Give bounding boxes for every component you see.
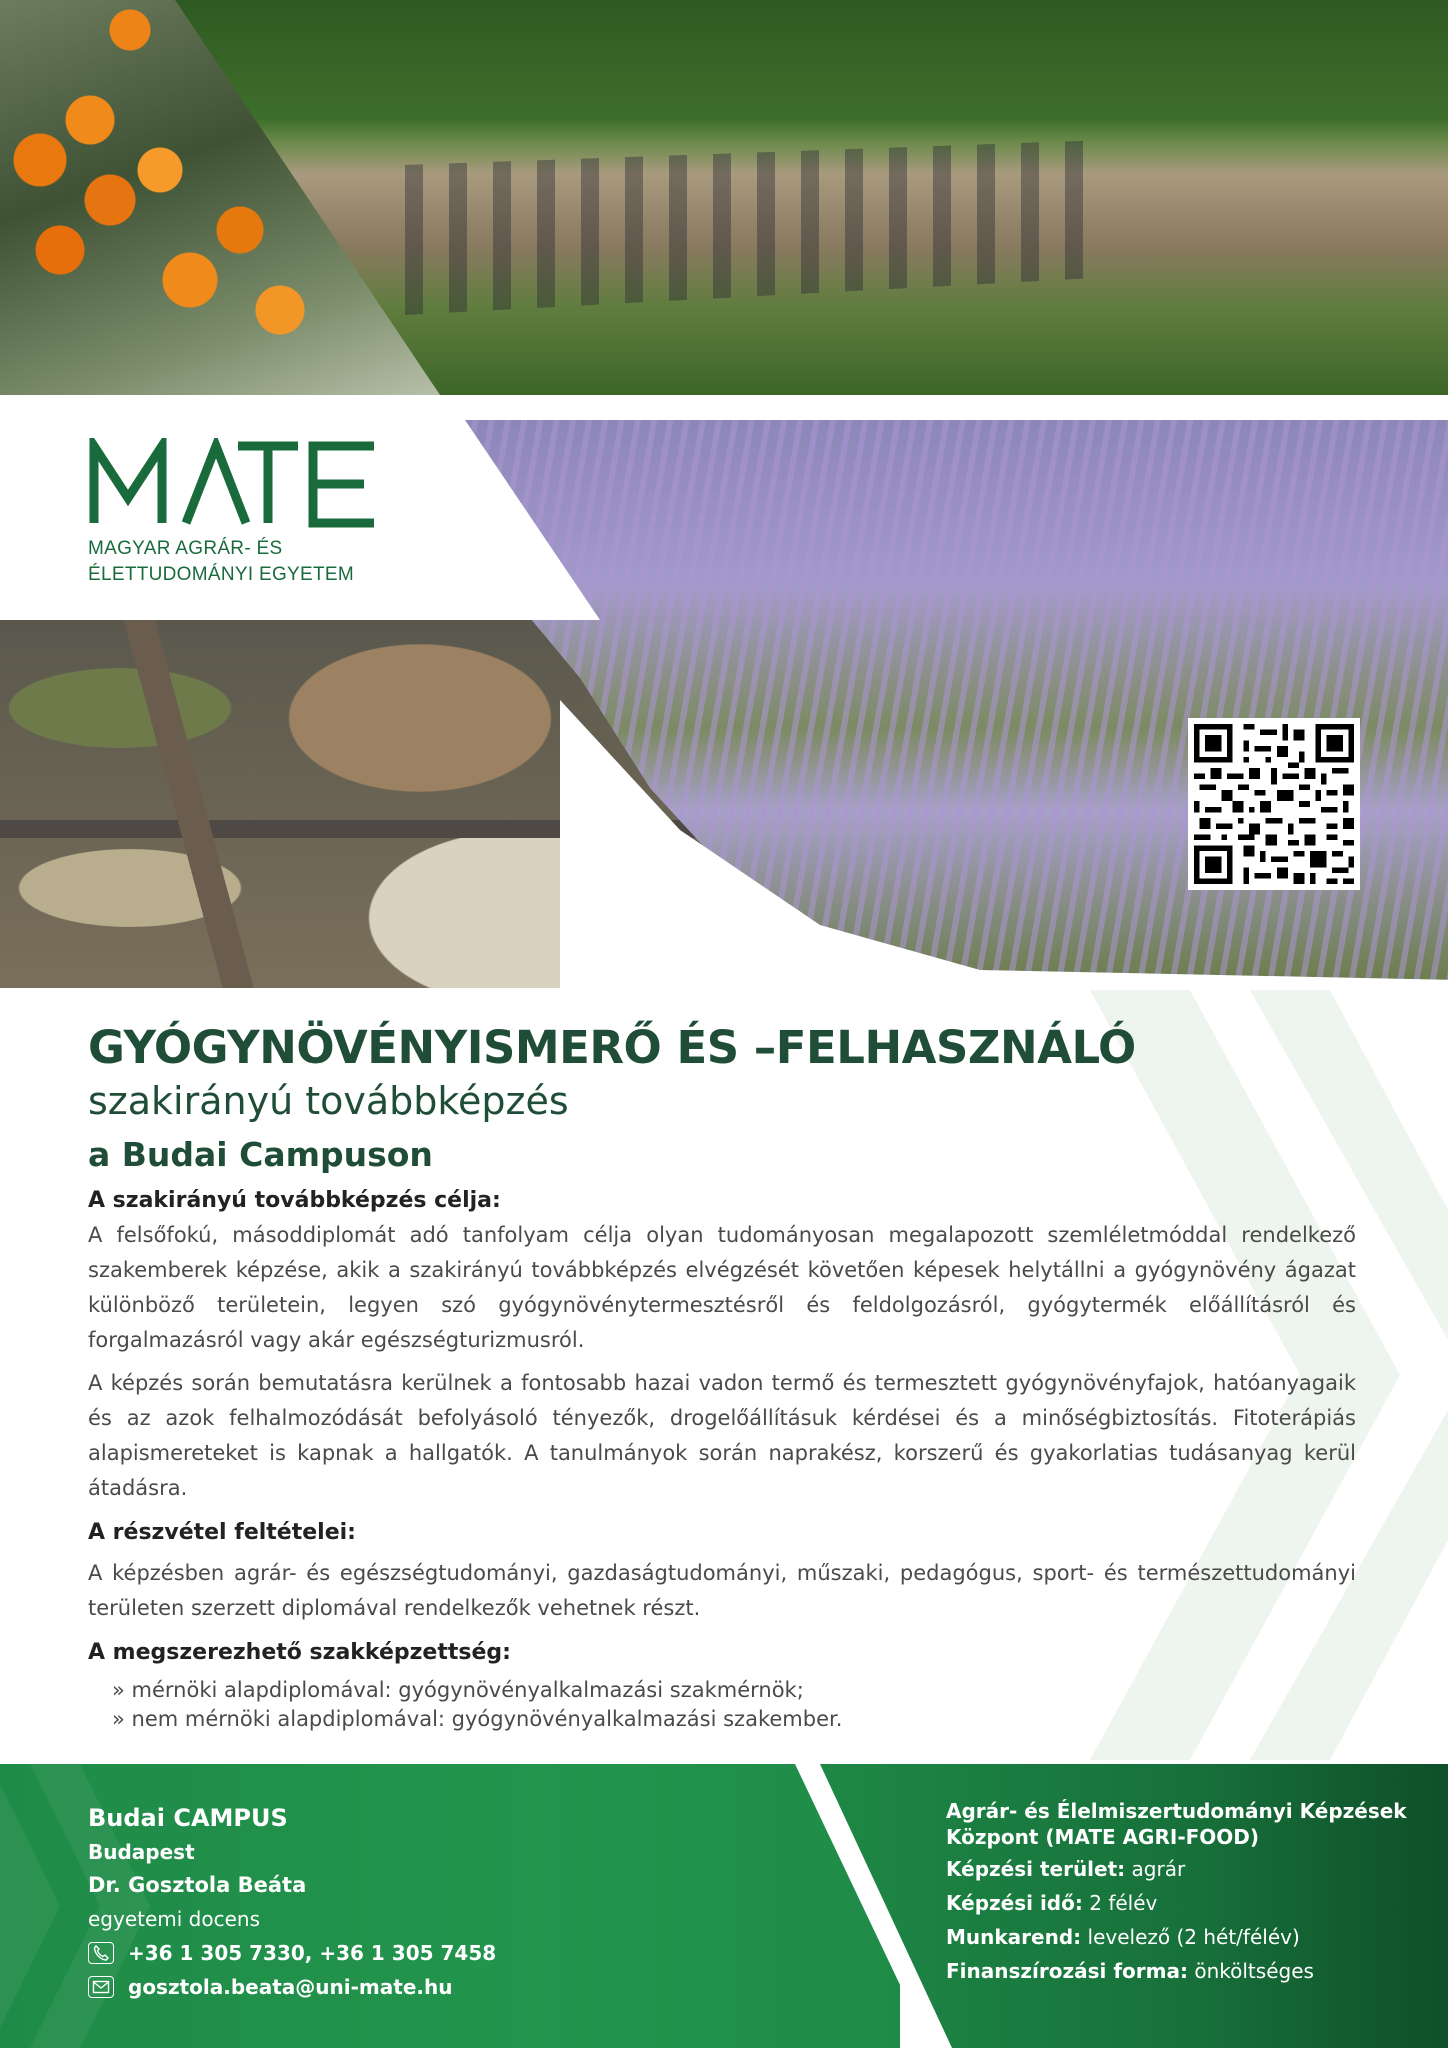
info-label: Munkarend:: [946, 1925, 1082, 1949]
wordmark-text: MATE: [88, 438, 91, 439]
program-info-block: [946, 1798, 1416, 1988]
qr-code[interactable]: [1188, 718, 1360, 890]
info-row-duration: [946, 1886, 1416, 1920]
info-value: levelező (2 hét/félév): [1087, 1925, 1300, 1949]
list-item: » mérnöki alapdiplomával: gyógynövényalkalmazási szakmérnök;: [112, 1676, 1356, 1705]
contact-phone-row: [88, 1936, 496, 1970]
list-item: » nem mérnöki alapdiplomával: gyógynövényalkalmazási szakember.: [112, 1705, 1356, 1734]
contact-email[interactable]: gosztola.beata@uni-mate.hu: [128, 1975, 453, 1999]
mate-logo: [88, 438, 388, 588]
contact-name: Dr. Gosztola Beáta: [88, 1873, 307, 1897]
info-row-schedule: [946, 1920, 1416, 1954]
logo-line-1: MAGYAR AGRÁR- ÉS: [88, 538, 283, 559]
info-row-funding: [946, 1954, 1416, 1988]
contact-role: egyetemi docens: [88, 1907, 261, 1931]
info-label: Képzési terület:: [946, 1857, 1126, 1881]
qualification-list: [88, 1676, 1356, 1734]
page-title: GYÓGYNÖVÉNYISMERŐ ÉS –FELHASZNÁLÓ: [88, 1021, 1136, 1074]
logo-subtitle: [88, 536, 388, 588]
main-content: [88, 1020, 1356, 1734]
goal-paragraph-2: A képzés során bemutatásra kerülnek a fontosabb hazai vadon termő és termesztett gyógynövényfajok, hatóanyagaik és az azok felhalmozódását befolyásoló tényezők, drogelőállításuk kérdései és a minőségbiztosítás. Fitoterápiás alapismereteket is kapnak a hallgatók. A tanulmányok során naprakész, korszerű és gyakorlatias tudásanyag kerül átadásra.: [88, 1371, 1356, 1500]
qualification-heading: A megszerezhető szakképzettség:: [88, 1640, 511, 1665]
program-info-rows: [946, 1852, 1416, 1988]
contact-phone[interactable]: +36 1 305 7330, +36 1 305 7458: [128, 1941, 497, 1965]
contact-city: Budapest: [88, 1840, 195, 1864]
info-value: önköltséges: [1194, 1959, 1314, 1983]
goal-paragraph-1: A felsőfokú, másoddiplomát adó tanfolyam célja olyan tudományosan megalapozott szemléletmóddal rendelkező szakemberek képzése, akik a szakirányú továbbképzés elvégzését követően képesek helytállni a gyógynövény ágazat különböző területein, legyen szó gyógynövénytermesztésről és feldolgozásról, gyógytermék előállításról és forgalmazásról vagy akár egészségturizmusról.: [88, 1223, 1356, 1352]
conditions-paragraph: A képzésben agrár- és egészségtudományi, gazdaságtudományi, műszaki, pedagógus, sport- és természettudományi területen szerzett diplomával rendelkezők vehetnek részt.: [88, 1561, 1356, 1620]
qr-code-icon: [1194, 724, 1354, 884]
program-center: Agrár- és Élelmiszertudományi Képzések Központ (MATE AGRI-FOOD): [946, 1799, 1407, 1849]
contact-campus: Budai CAMPUS: [88, 1804, 288, 1832]
info-label: Képzési idő:: [946, 1891, 1083, 1915]
mate-wordmark: [88, 438, 378, 528]
campus-heading: a Budai Campuson: [88, 1135, 433, 1174]
visitors-group: [405, 90, 1105, 340]
contact-email-row: [88, 1970, 496, 2004]
envelope-icon: [88, 1976, 114, 1998]
info-value: agrár: [1131, 1857, 1186, 1881]
phone-icon: [88, 1942, 114, 1964]
info-value: 2 félév: [1089, 1891, 1158, 1915]
conditions-heading: A részvétel feltételei:: [88, 1520, 356, 1545]
logo-line-2: ÉLETTUDOMÁNYI EGYETEM: [88, 564, 355, 585]
info-row-area: [946, 1852, 1416, 1886]
info-label: Finanszírozási forma:: [946, 1959, 1188, 1983]
goal-heading: A szakirányú továbbképzés célja:: [88, 1188, 501, 1213]
contact-block: [88, 1800, 496, 2004]
page-subtitle: szakirányú továbbképzés: [88, 1079, 569, 1123]
